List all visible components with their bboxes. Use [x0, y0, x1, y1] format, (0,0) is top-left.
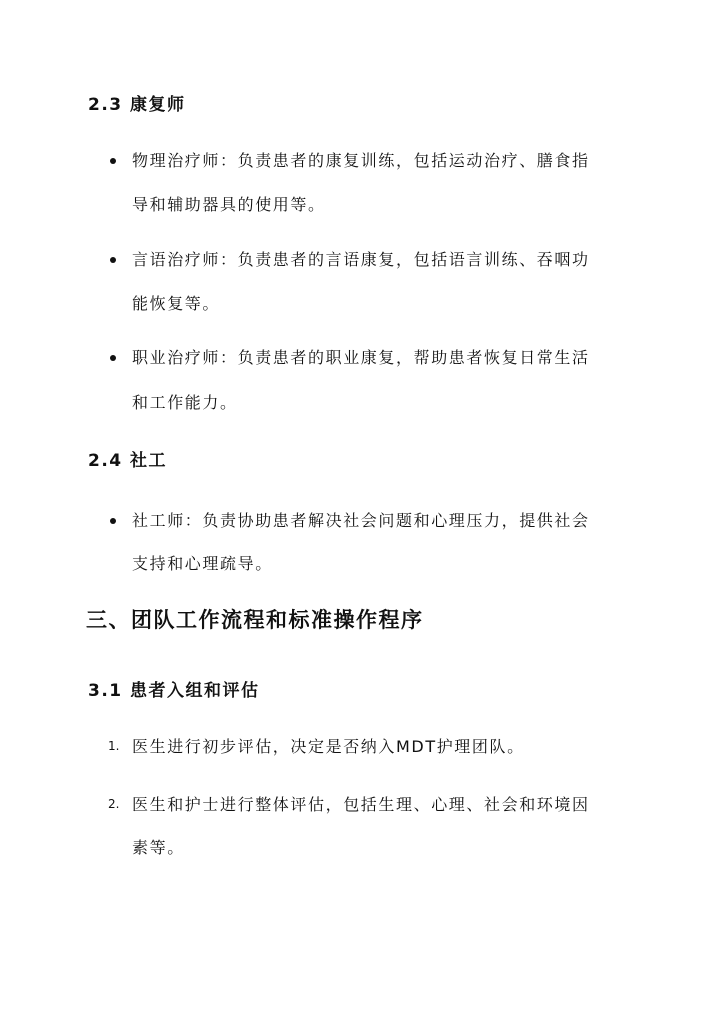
- section-heading-3-1: 3.1 患者入组和评估: [88, 681, 260, 701]
- section-heading-2-4: 2.4 社工: [88, 451, 168, 471]
- list-item-line: 和工作能力。: [132, 393, 238, 412]
- bullet-dot: [110, 257, 116, 263]
- list-item-line: 支持和心理疏导。: [132, 554, 273, 573]
- list-item-line: 物理治疗师：负责患者的康复训练，包括运动治疗、膳食指: [132, 151, 590, 170]
- list-item-line: 素等。: [132, 838, 185, 857]
- bullet-dot: [110, 158, 116, 164]
- list-item-line: 言语治疗师：负责患者的言语康复，包括语言训练、吞咽功: [132, 250, 590, 269]
- section-heading-2-3: 2.3 康复师: [88, 95, 186, 115]
- bullet-dot: [110, 518, 116, 524]
- list-item-line: 医生进行初步评估，决定是否纳入MDT护理团队。: [132, 737, 525, 756]
- list-item-line: 社工师：负责协助患者解决社会问题和心理压力，提供社会: [132, 511, 590, 530]
- list-number: 1.: [108, 739, 120, 753]
- bullet-dot: [110, 355, 116, 361]
- list-number: 2.: [108, 797, 120, 811]
- list-item-line: 职业治疗师：负责患者的职业康复，帮助患者恢复日常生活: [132, 348, 590, 367]
- list-item-line: 医生和护士进行整体评估，包括生理、心理、社会和环境因: [132, 795, 590, 814]
- chapter-heading-3: 三、团队工作流程和标准操作程序: [86, 608, 424, 632]
- list-item-line: 导和辅助器具的使用等。: [132, 195, 326, 214]
- list-item-line: 能恢复等。: [132, 294, 221, 313]
